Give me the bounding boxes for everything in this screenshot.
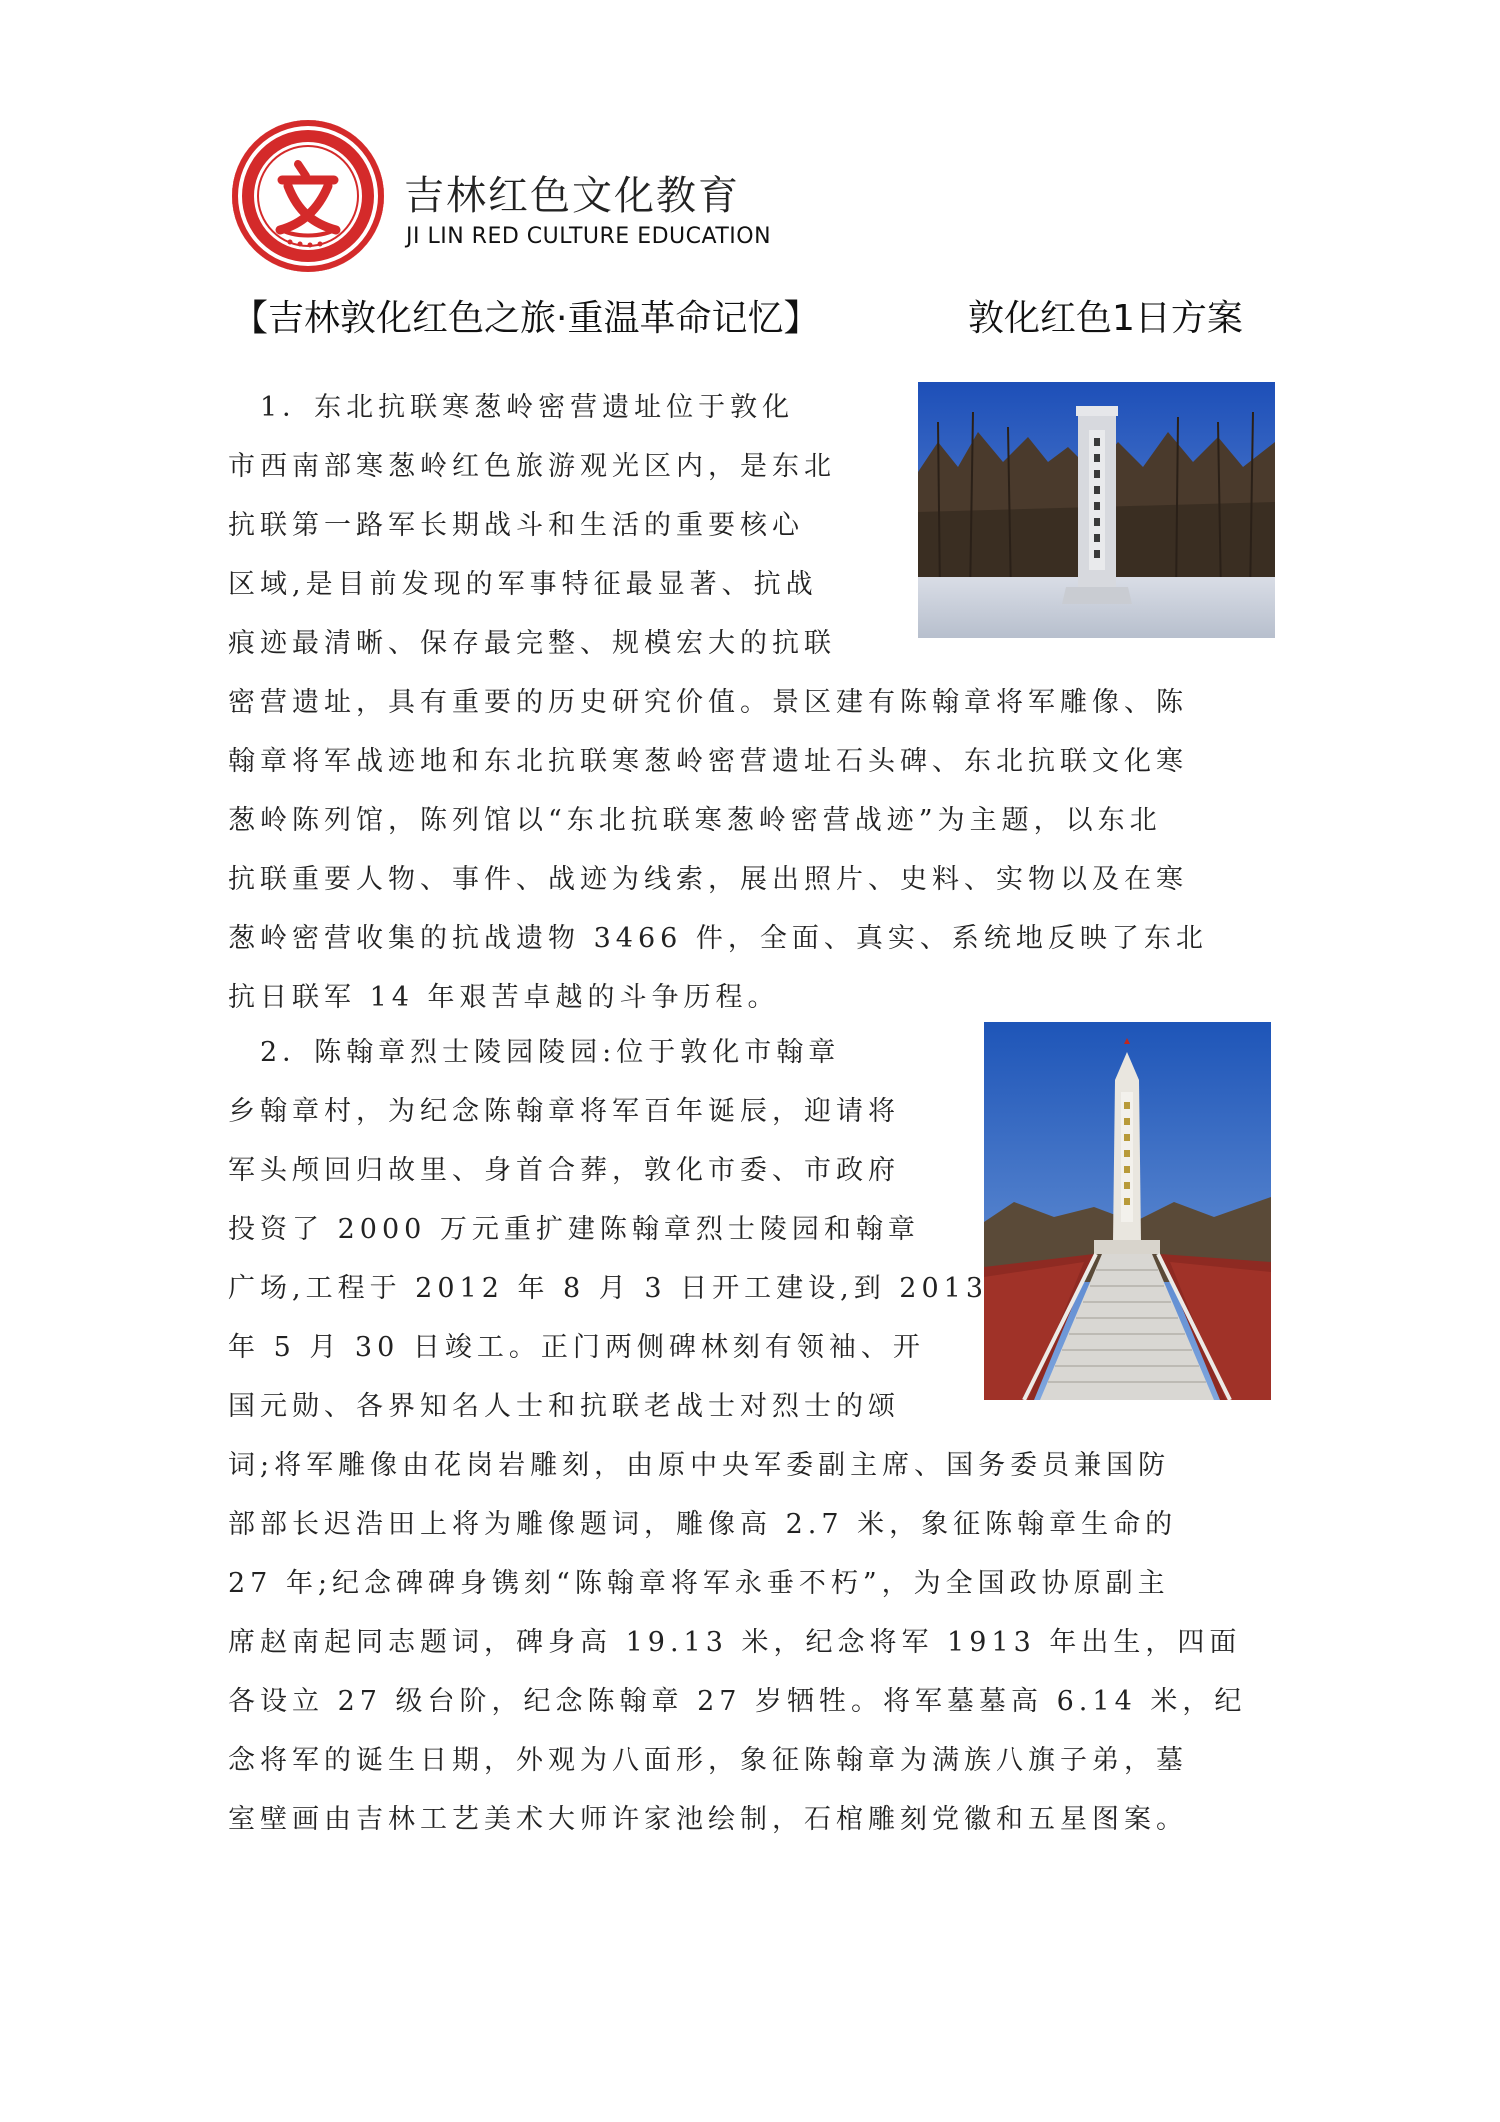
text-line: 葱岭密营收集的抗战遗物 3466 件，全面、真实、系统地反映了东北 — [228, 923, 1208, 954]
text-line: 国元勋、各界知名人士和抗联老战士对烈士的颂 — [228, 1391, 900, 1422]
title-sub: 敦化红色1日方案 — [968, 298, 1243, 339]
text-line: 区域,是目前发现的军事特征最显著、抗战 — [228, 569, 818, 600]
text-line: 各设立 27 级台阶，纪念陈翰章 27 岁牺牲。将军墓墓高 6.14 米，纪 — [228, 1686, 1247, 1717]
text-line: 席赵南起同志题词，碑身高 19.13 米，纪念将军 1913 年出生，四面 — [228, 1627, 1242, 1658]
text-line: 抗日联军 14 年艰苦卓越的斗争历程。 — [228, 982, 780, 1013]
brand-name-cn: 吉林红色文化教育 — [404, 173, 740, 219]
text-line: 抗联重要人物、事件、战迹为线索，展出照片、史料、实物以及在寒 — [228, 864, 1188, 895]
text-line: 军头颅回归故里、身首合葬，敦化市委、市政府 — [228, 1155, 900, 1186]
section-2 — [228, 1023, 1278, 1849]
document-title — [232, 290, 1282, 341]
text-line: 葱岭陈列馆，陈列馆以“东北抗联寒葱岭密营战迹”为主题，以东北 — [228, 805, 1162, 836]
logo — [232, 120, 384, 272]
text-line: 乡翰章村，为纪念陈翰章将军百年诞辰，迎请将 — [228, 1096, 900, 1127]
text-line: 部部长迟浩田上将为雕像题词，雕像高 2.7 米，象征陈翰章生命的 — [228, 1509, 1178, 1540]
logo-emblem-icon — [232, 120, 384, 272]
text-line: 密营遗址，具有重要的历史研究价值。景区建有陈翰章将军雕像、陈 — [228, 687, 1188, 718]
title-main: 【吉林敦化红色之旅·重温革命记忆】 — [232, 298, 820, 339]
text-line: 1．东北抗联寒葱岭密营遗址位于敦化 — [228, 392, 795, 423]
text-line: 词;将军雕像由花岗岩雕刻，由原中央军委副主席、国务委员兼国防 — [228, 1450, 1171, 1481]
text-line: 市西南部寒葱岭红色旅游观光区内，是东北 — [228, 451, 836, 482]
text-line: 翰章将军战迹地和东北抗联寒葱岭密营遗址石头碑、东北抗联文化寒 — [228, 746, 1188, 777]
section-1 — [228, 378, 1278, 1027]
text-line: 27 年;纪念碑碑身镌刻“陈翰章将军永垂不朽”，为全国政协原副主 — [228, 1568, 1170, 1599]
text-line: 室壁画由吉林工艺美术大师许家池绘制，石棺雕刻党徽和五星图案。 — [228, 1804, 1188, 1835]
text-line: 痕迹最清晰、保存最完整、规模宏大的抗联 — [228, 628, 836, 659]
text-line: 抗联第一路军长期战斗和生活的重要核心 — [228, 510, 804, 541]
brand-name-en: JI LIN RED CULTURE EDUCATION — [406, 224, 772, 249]
text-line: 2．陈翰章烈士陵园陵园:位于敦化市翰章 — [228, 1037, 841, 1068]
text-line: 广场,工程于 2012 年 8 月 3 日开工建设,到 2013 — [228, 1273, 989, 1304]
text-line: 投资了 2000 万元重扩建陈翰章烈士陵园和翰章 — [228, 1214, 920, 1245]
text-line: 念将军的诞生日期，外观为八面形，象征陈翰章为满族八旗子弟，墓 — [228, 1745, 1188, 1776]
text-line: 年 5 月 30 日竣工。正门两侧碑林刻有领袖、开 — [228, 1332, 925, 1363]
